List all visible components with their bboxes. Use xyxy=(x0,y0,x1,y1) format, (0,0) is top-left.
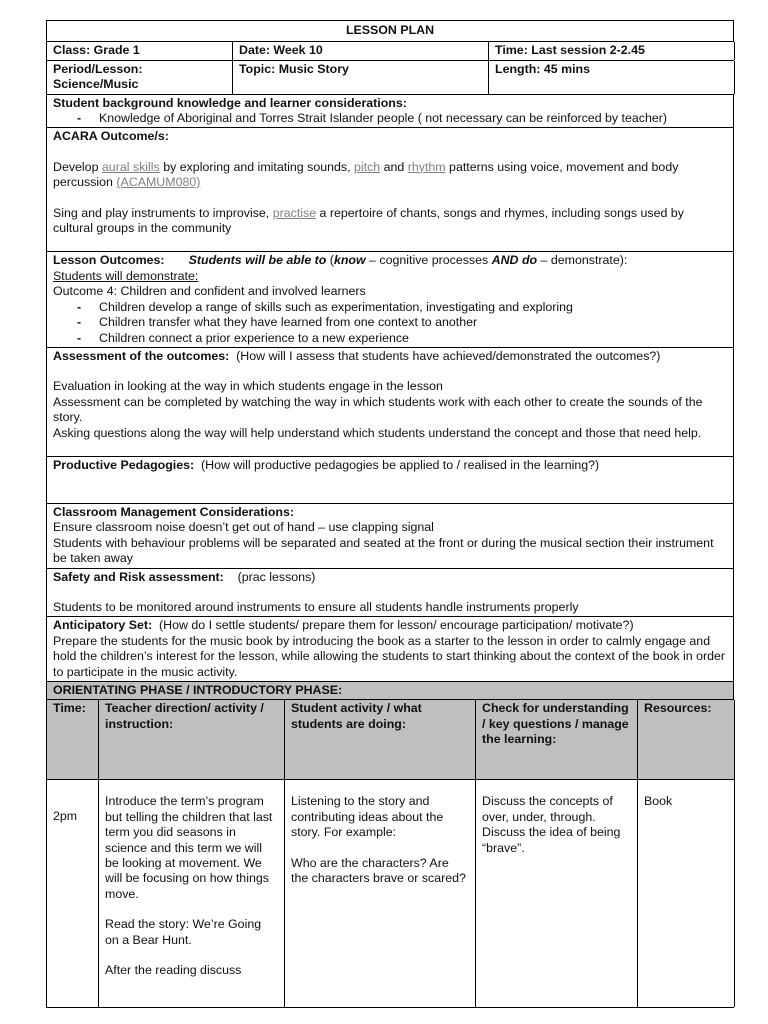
table-cell-teacher: Introduce the term’s program but telling the children that last term you did seasons in science and this term we will be looking at movement. We will be focusing on how things move. Read the story: We’re Going on a Bear Hunt. After the reading discuss xyxy=(99,780,285,1007)
phase-heading: ORIENTATING PHASE / INTRODUCTORY PHASE: xyxy=(46,682,734,700)
period-field: Period/Lesson: Science/Music xyxy=(47,61,233,94)
table-header-teacher: Teacher direction/ activity / instruction: xyxy=(99,700,285,780)
length-field: Length: 45 mins xyxy=(489,61,735,94)
table-cell-resources: Book xyxy=(638,780,735,1007)
class-field: Class: Grade 1 xyxy=(47,42,233,59)
acara-heading: ACARA Outcome/s: xyxy=(53,129,169,144)
management-line: Ensure classroom noise doesn’t get out of hand – use clapping signal xyxy=(53,520,434,535)
table-header-student: Student activity / what students are doing: xyxy=(285,700,476,780)
acara-outcome-2: Sing and play instruments to improvise, practise a repertoire of chants, songs and rhymes, including songs used by cultural groups in the community xyxy=(53,205,684,236)
anticipatory-text: Prepare the students for the music book by introducing the book as a starter to the lesson in order to calmly engage and hold the children’s interest for the lesson, while allowing the students to start thinking about the context of the book in order to participate in the music activity. xyxy=(53,633,726,679)
pitch-link[interactable]: pitch xyxy=(353,159,381,174)
background-heading: Student background knowledge and learner considerations: xyxy=(53,95,407,110)
header-row-1 xyxy=(46,42,734,60)
list-item: - Children develop a range of skills such as experimentation, investigating and exploring xyxy=(99,300,727,315)
assessment-line: Asking questions along the way will help understand which students understand the concept and those that need help. xyxy=(53,425,702,440)
management-line: Students with behaviour problems will be separated and seated at the front or during the musical section their instrument be taken away xyxy=(53,535,714,566)
safety-intro: Safety and Risk assessment: (prac lessons) xyxy=(53,569,316,584)
lesson-outcomes-section xyxy=(46,252,734,347)
management-section xyxy=(46,504,734,569)
rhythm-link[interactable]: rhythm xyxy=(407,159,446,174)
assessment-line: Evaluation in looking at the way in which students engage in the lesson xyxy=(53,379,443,394)
management-heading: Classroom Management Considerations: xyxy=(53,504,294,519)
table-cell-check: Discuss the concepts of over, under, through. Discuss the idea of being “brave”. xyxy=(476,780,638,1007)
pedagogies-intro: Productive Pedagogies: (How will productive pedagogies be applied to / realised in the learning?) xyxy=(53,457,600,472)
page-title: LESSON PLAN xyxy=(46,20,734,42)
assessment-intro: Assessment of the outcomes: (How will I assess that students have achieved/demonstrated the outcomes?) xyxy=(53,348,661,363)
acara-outcome-1: Develop aural skills by exploring and imitating sounds, pitch and rhythm patterns using voice, movement and body percussion (ACAMUM080) xyxy=(53,159,679,190)
anticipatory-intro: Anticipatory Set: (How do I settle students/ prepare them for lesson/ encourage participation/ motivate?) xyxy=(53,618,634,633)
list-item: - Knowledge of Aboriginal and Torres Strait Islander people ( not necessary can be reinforced by teacher) xyxy=(99,111,727,126)
outcomes-intro: Lesson Outcomes: Students will be able to (know – cognitive processes AND do – demonstrate): xyxy=(53,253,628,268)
time-field: Time: Last session 2-2.45 xyxy=(489,42,735,59)
table-cell-student: Listening to the story and contributing ideas about the story. For example: Who are the characters? Are the characters brave or scared? xyxy=(285,780,476,1007)
outcome-4: Outcome 4: Children and confident and involved learners xyxy=(53,284,366,299)
demonstrate-label: Students will demonstrate: xyxy=(53,268,199,283)
acara-code-link[interactable]: (ACAMUM080) xyxy=(116,175,201,190)
lesson-plan-document xyxy=(46,20,734,1008)
outcomes-list xyxy=(53,300,727,346)
background-list xyxy=(53,111,727,126)
anticipatory-section xyxy=(46,617,734,682)
assessment-section xyxy=(46,348,734,457)
acara-section xyxy=(46,128,734,252)
table-header-check: Check for understanding / key questions / manage the learning: xyxy=(476,700,638,780)
table-header-resources: Resources: xyxy=(638,700,735,780)
list-item: - Children transfer what they have learned from one context to another xyxy=(99,315,727,330)
safety-section xyxy=(46,569,734,618)
background-section xyxy=(46,95,734,129)
safety-line: Students to be monitored around instruments to ensure all students handle instruments properly xyxy=(53,599,579,614)
table-header-time: Time: xyxy=(47,700,99,780)
header-row-2 xyxy=(46,61,734,95)
pedagogies-section xyxy=(46,457,734,504)
aural-skills-link[interactable]: aural skills xyxy=(101,159,160,174)
table-cell-time: 2pm xyxy=(47,780,99,1007)
list-item: - Children connect a prior experience to a new experience xyxy=(99,331,727,346)
practise-link[interactable]: practise xyxy=(272,205,317,220)
date-field: Date: Week 10 xyxy=(233,42,489,59)
activity-table xyxy=(46,700,734,1008)
assessment-line: Assessment can be completed by watching the way in which students work with each other to create the sounds of the story. xyxy=(53,394,703,425)
topic-field: Topic: Music Story xyxy=(233,61,489,94)
